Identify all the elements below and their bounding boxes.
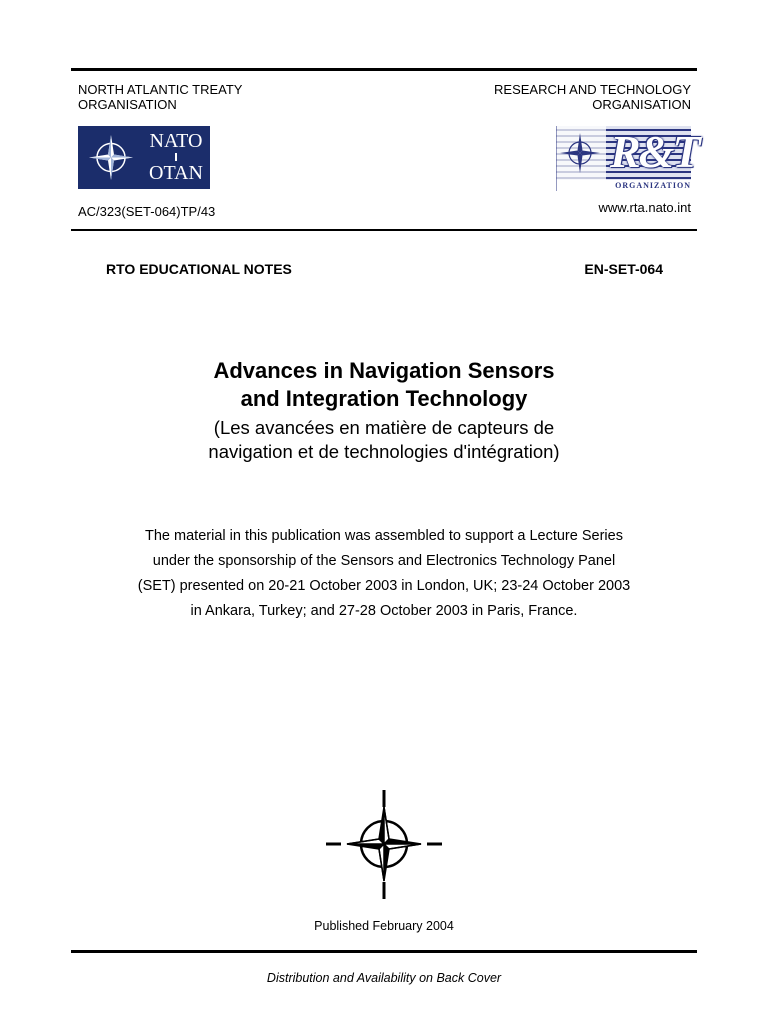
right-org-line2: ORGANISATION [592, 97, 691, 112]
title-block [71, 357, 697, 464]
nato-compass-icon [78, 126, 144, 189]
nato-logo-divider [175, 153, 177, 161]
header-rule [71, 229, 697, 231]
description-line3: (SET) presented on 20-21 October 2003 in London, UK; 23-24 October 2003 [137, 578, 631, 594]
title-line1: Advances in Navigation Sensors [213, 358, 555, 383]
website-url[interactable]: www.rta.nato.int [598, 200, 691, 215]
description [71, 524, 697, 624]
top-rule [71, 68, 697, 71]
rt-organization-logo [556, 126, 699, 191]
left-org-name [78, 82, 242, 112]
left-org-line2: ORGANISATION [78, 97, 177, 112]
series-code: EN-SET-064 [584, 261, 663, 277]
title-line2: and Integration Technology [240, 386, 528, 411]
rt-logo-letters: R&T [610, 126, 699, 177]
right-org-name [494, 82, 691, 112]
rt-logo-caption: ORGANIZATION [615, 181, 691, 190]
published-date: Published February 2004 [314, 919, 454, 933]
description-line1: The material in this publication was assembled to support a Lecture Series [145, 528, 623, 544]
description-line4: in Ankara, Turkey; and 27-28 October 2003 in Paris, France. [190, 603, 578, 619]
document-number: AC/323(SET-064)TP/43 [78, 204, 216, 219]
nato-compass-icon [324, 787, 444, 902]
nato-logo [78, 126, 210, 189]
nato-logo-text-bottom: OTAN [149, 162, 203, 184]
french-title-line2: navigation et de technologies d'intégration) [208, 441, 560, 462]
bottom-rule [71, 950, 697, 953]
right-org-line1: RESEARCH AND TECHNOLOGY [494, 82, 691, 97]
left-org-line1: NORTH ATLANTIC TREATY [78, 82, 243, 97]
description-line2: under the sponsorship of the Sensors and Electronics Technology Panel [152, 553, 616, 569]
french-title-line1: (Les avancées en matière de capteurs de [213, 417, 555, 438]
distribution-note: Distribution and Availability on Back Cover [266, 971, 502, 985]
nato-logo-text-top: NATO [149, 130, 203, 152]
series-label: RTO EDUCATIONAL NOTES [106, 261, 292, 277]
